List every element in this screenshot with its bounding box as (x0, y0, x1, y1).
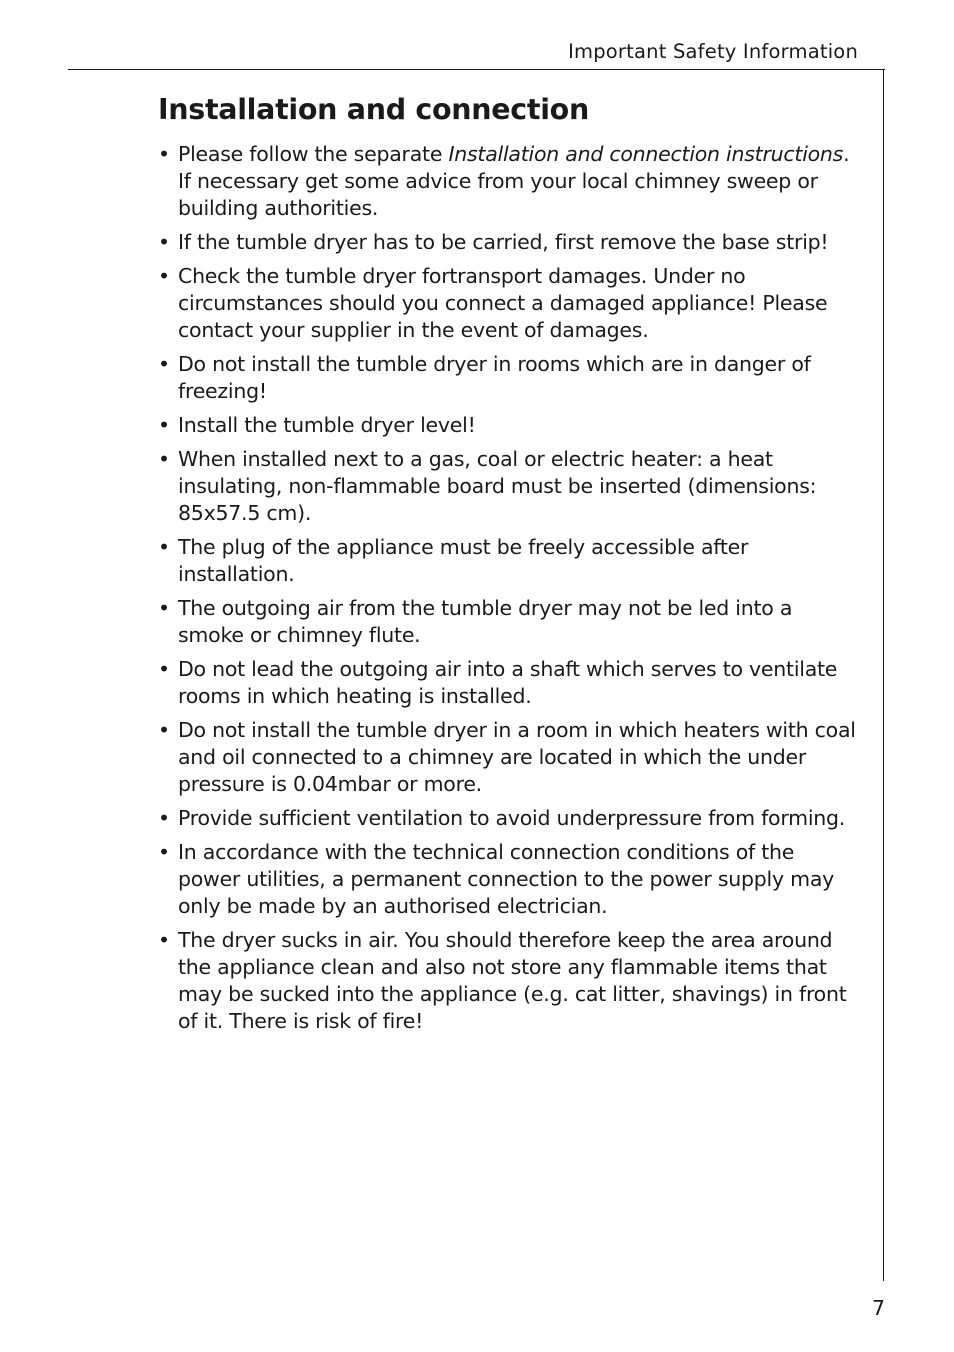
running-header: Important Safety Information (568, 40, 858, 63)
list-item (158, 446, 858, 527)
list-item-text: Check the tumble dryer fortransport damages. Under no circumstances should you connect a damaged appliance! Please contact your supplier in the event of damages. (178, 264, 828, 342)
list-item-emphasis: Installation and connection instructions (448, 142, 844, 166)
list-item (158, 229, 858, 256)
bullet-icon: • (158, 718, 170, 742)
list-item-text: . If necessary get some advice from your local chimney sweep or building authorities. (178, 142, 850, 220)
bullet-icon: • (158, 447, 170, 471)
list-item-text: Provide sufficient ventilation to avoid underpressure from forming. (178, 806, 846, 830)
list-item (158, 412, 858, 439)
list-item (158, 263, 858, 344)
list-item-text: When installed next to a gas, coal or electric heater: a heat insulating, non-flammable board must be inserted (dimensions: 85x57.5 cm). (178, 447, 817, 525)
bullet-icon: • (158, 657, 170, 681)
list-item (158, 351, 858, 405)
bullet-icon: • (158, 264, 170, 288)
bullet-icon: • (158, 840, 170, 864)
list-item-text: In accordance with the technical connection conditions of the power utilities, a permanent connection to the power supply may only be made by an authorised electrician. (178, 840, 835, 918)
list-item (158, 656, 858, 710)
bullet-icon: • (158, 535, 170, 559)
bullet-icon: • (158, 352, 170, 376)
list-item-text: If the tumble dryer has to be carried, first remove the base strip! (178, 230, 829, 254)
list-item-text: The plug of the appliance must be freely accessible after installation. (178, 535, 749, 586)
section-title: Installation and connection (158, 93, 589, 126)
bullet-list (158, 141, 858, 1042)
side-rule (883, 70, 884, 1281)
list-item-text: Do not lead the outgoing air into a shaft which serves to ventilate rooms in which heating is installed. (178, 657, 838, 708)
bullet-icon: • (158, 142, 170, 166)
bullet-icon: • (158, 806, 170, 830)
list-item-text: Do not install the tumble dryer in rooms which are in danger of freezing! (178, 352, 811, 403)
page-number: 7 (871, 1296, 885, 1320)
list-item-text: The outgoing air from the tumble dryer may not be led into a smoke or chimney flute. (178, 596, 793, 647)
list-item (158, 927, 858, 1035)
list-item (158, 141, 858, 222)
list-item (158, 805, 858, 832)
list-item-text: Please follow the separate (178, 142, 449, 166)
bullet-icon: • (158, 928, 170, 952)
list-item (158, 839, 858, 920)
list-item (158, 595, 858, 649)
bullet-icon: • (158, 413, 170, 437)
list-item (158, 717, 858, 798)
list-item-text: Do not install the tumble dryer in a room in which heaters with coal and oil connected to a chimney are located in which the under pressure is 0.04mbar or more. (178, 718, 856, 796)
header-rule (68, 69, 885, 70)
list-item (158, 534, 858, 588)
bullet-icon: • (158, 230, 170, 254)
list-item-text: The dryer sucks in air. You should therefore keep the area around the appliance clean and also not store any flammable items that may be sucked into the appliance (e.g. cat litter, shavings) in front of it. There is risk of fire! (178, 928, 847, 1033)
bullet-icon: • (158, 596, 170, 620)
list-item-text: Install the tumble dryer level! (178, 413, 476, 437)
